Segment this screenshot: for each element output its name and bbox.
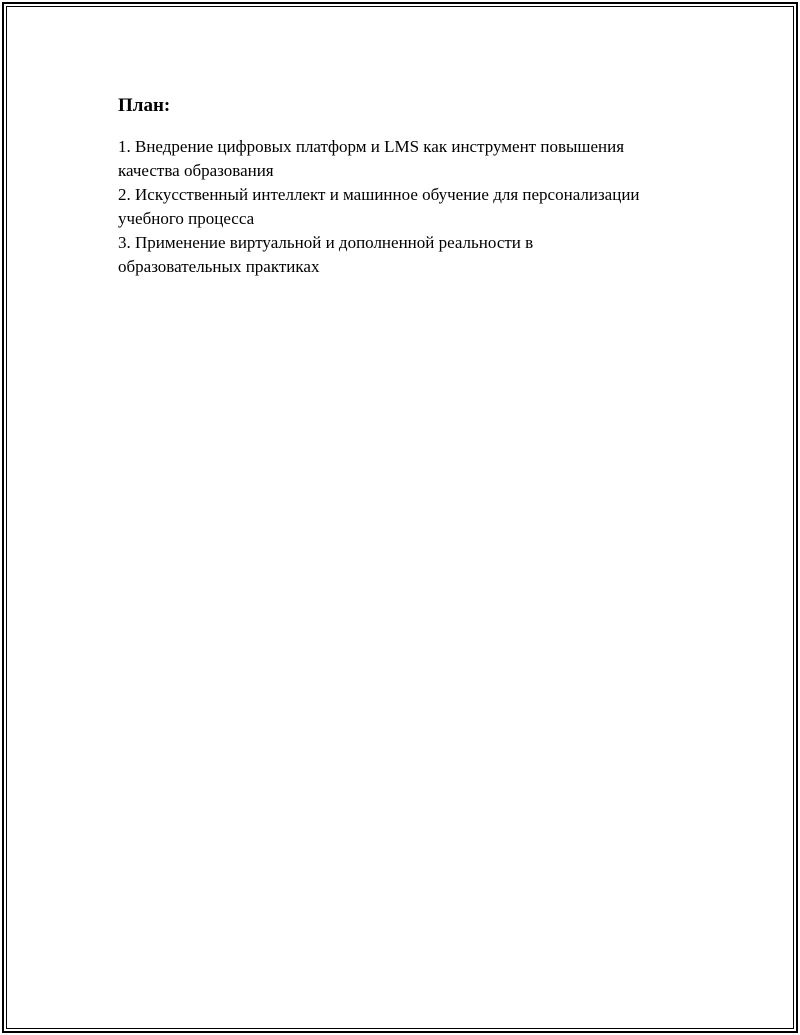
plan-item-3 [118,231,718,279]
plan-item-3-line-2: образовательных практиках [118,257,320,276]
plan-item-1-line-1: 1. Внедрение цифровых платформ и LMS как инструмент повышения [118,137,625,156]
plan-item-2 [118,183,718,231]
plan-item-2-line-1: 2. Искусственный интеллект и машинное обучение для персонализации [118,185,640,204]
plan-section [118,94,718,279]
plan-item-1 [118,135,718,183]
plan-item-3-line-1: 3. Применение виртуальной и дополненной реальности в [118,233,534,252]
plan-list [118,135,718,279]
plan-item-1-line-2: качества образования [118,161,274,180]
plan-item-2-line-2: учебного процесса [118,209,255,228]
plan-title: План: [118,95,171,116]
